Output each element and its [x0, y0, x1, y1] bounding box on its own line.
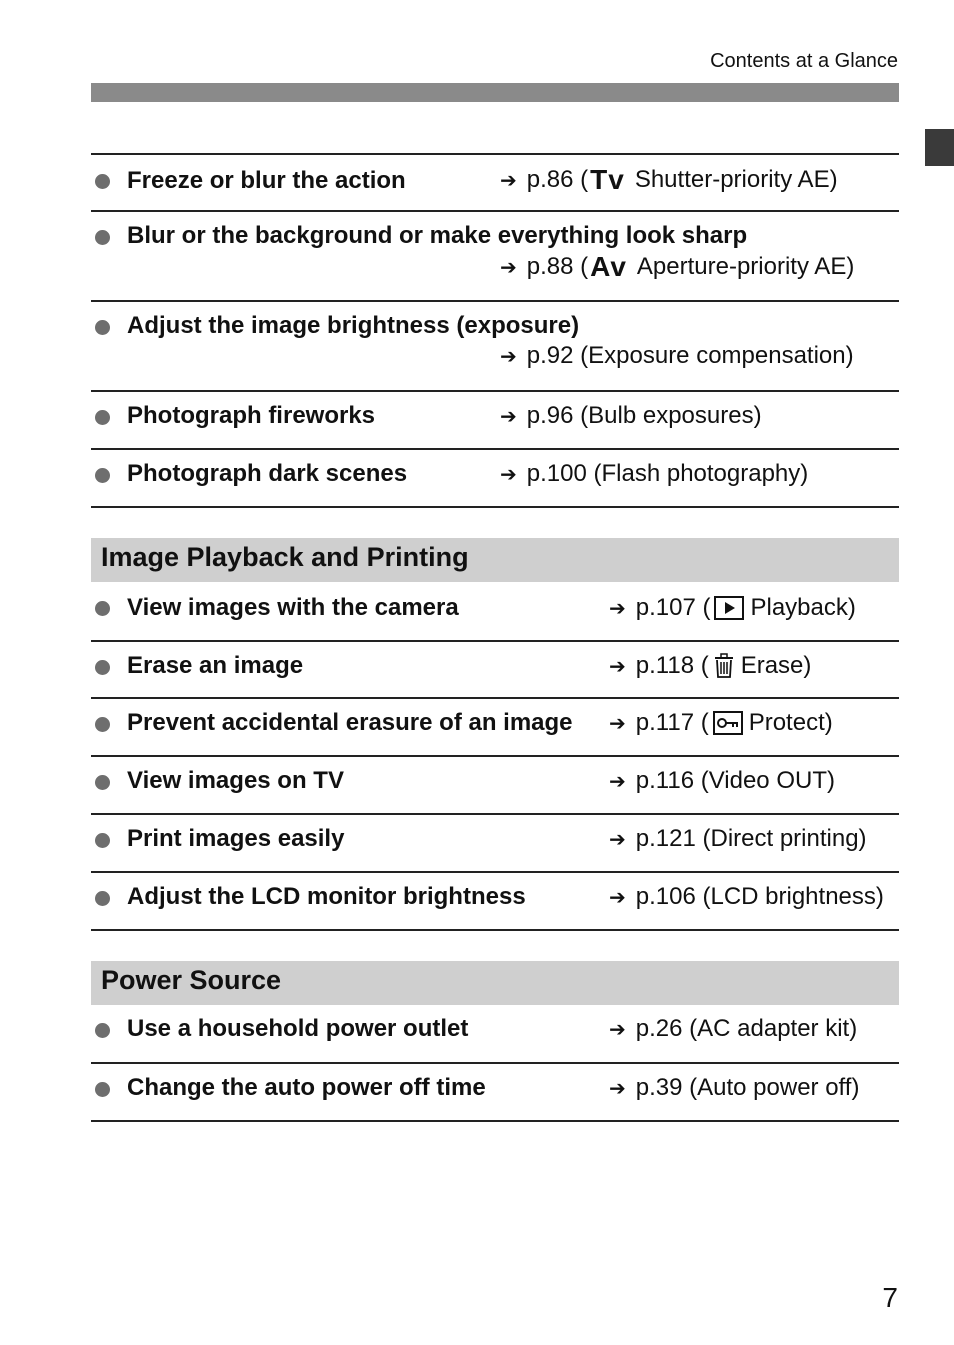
item-label: Adjust the LCD monitor brightness	[127, 883, 526, 910]
list-item[interactable]	[91, 815, 899, 873]
page-reference[interactable]	[500, 460, 808, 488]
bullet	[95, 174, 110, 189]
item-label: Freeze or blur the action	[127, 167, 406, 194]
page-link: p.26 (AC adapter kit)	[635, 1015, 858, 1042]
list-item[interactable]	[91, 582, 899, 642]
page-link: p.86 (	[526, 166, 589, 193]
item-label: View images with the camera	[127, 594, 459, 621]
chapter-tab	[925, 129, 954, 166]
page-link: p.117 (	[635, 709, 709, 736]
page-reference[interactable]	[609, 1074, 859, 1102]
arrow-right-icon: ➔	[609, 1077, 626, 1100]
item-label: Photograph fireworks	[127, 402, 376, 429]
playback-icon	[714, 596, 744, 620]
page-link: p.39 (Auto power off)	[635, 1074, 860, 1101]
item-label: Print images easily	[127, 825, 345, 852]
arrow-right-icon: ➔	[609, 597, 626, 620]
page-desc: Erase)	[740, 652, 812, 679]
arrow-right-icon: ➔	[500, 345, 517, 368]
section-power	[91, 1005, 899, 1122]
page-reference[interactable]	[500, 342, 854, 370]
arrow-right-icon: ➔	[500, 463, 517, 486]
page-link: p.92 (Exposure compensation)	[526, 342, 854, 369]
bullet	[95, 775, 110, 790]
arrow-right-icon: ➔	[609, 712, 626, 735]
bullet	[95, 320, 110, 335]
list-item[interactable]	[91, 873, 899, 931]
page-desc: Aperture-priority AE)	[636, 253, 855, 280]
page-link: p.118 (	[635, 652, 709, 679]
arrow-right-icon: ➔	[500, 169, 517, 192]
page-reference[interactable]	[500, 402, 762, 430]
page-link: p.88 (	[526, 253, 589, 280]
list-item[interactable]	[91, 153, 899, 212]
page-link: p.106 (LCD brightness)	[635, 883, 884, 910]
item-label: Prevent accidental erasure of an image	[127, 709, 573, 736]
list-item[interactable]	[91, 302, 899, 392]
list-item[interactable]	[91, 212, 899, 302]
page-reference[interactable]	[609, 767, 835, 795]
bullet	[95, 1023, 110, 1038]
page-reference[interactable]	[609, 883, 884, 911]
list-item[interactable]	[91, 392, 899, 450]
page-link: p.121 (Direct printing)	[635, 825, 867, 852]
bullet	[95, 410, 110, 425]
item-label: Erase an image	[127, 652, 304, 679]
page-desc: Shutter-priority AE)	[634, 166, 838, 193]
page-number: 7	[882, 1282, 898, 1313]
item-label: Photograph dark scenes	[127, 460, 408, 487]
arrow-right-icon: ➔	[609, 1018, 626, 1041]
page-reference[interactable]	[609, 1015, 857, 1043]
header-title: Contents at a Glance	[710, 50, 898, 72]
arrow-right-icon: ➔	[609, 655, 626, 678]
page-reference[interactable]	[609, 652, 811, 680]
trash-icon	[713, 653, 735, 679]
page-link: p.107 (	[635, 594, 711, 621]
page-reference[interactable]	[609, 594, 856, 622]
list-item[interactable]	[91, 757, 899, 815]
arrow-right-icon: ➔	[500, 256, 517, 279]
page-link: p.96 (Bulb exposures)	[526, 402, 762, 429]
bullet	[95, 601, 110, 616]
key-icon	[713, 711, 743, 735]
bullet	[95, 891, 110, 906]
list-item[interactable]	[91, 450, 899, 508]
bullet	[95, 1082, 110, 1097]
item-label: Change the auto power off time	[127, 1074, 486, 1101]
section-playback	[91, 582, 899, 931]
item-label: Use a household power outlet	[127, 1015, 469, 1042]
section-exposure	[91, 153, 899, 508]
page-reference[interactable]	[609, 709, 833, 737]
page-link: p.116 (Video OUT)	[635, 767, 835, 794]
page-desc: Protect)	[748, 709, 833, 736]
bullet	[95, 468, 110, 483]
page-reference[interactable]	[500, 251, 854, 283]
header-bar	[91, 83, 899, 102]
bullet	[95, 833, 110, 848]
item-label: View images on TV	[127, 767, 344, 794]
page-reference[interactable]	[609, 825, 867, 853]
list-item[interactable]	[91, 699, 899, 757]
list-item[interactable]	[91, 642, 899, 699]
item-label: Adjust the image brightness (exposure)	[127, 312, 580, 339]
bullet	[95, 230, 110, 245]
av-mode-icon: Av	[590, 251, 627, 282]
page-link: p.100 (Flash photography)	[526, 460, 809, 487]
page-desc: Playback)	[750, 594, 856, 621]
bullet	[95, 660, 110, 675]
list-item[interactable]	[91, 1005, 899, 1064]
item-label: Blur or the background or make everything look sharp	[127, 222, 748, 249]
section-title-power: Power Source	[91, 961, 899, 1005]
arrow-right-icon: ➔	[609, 770, 626, 793]
list-item[interactable]	[91, 1064, 899, 1122]
arrow-right-icon: ➔	[500, 405, 517, 428]
section-title-playback: Image Playback and Printing	[91, 538, 899, 582]
tv-mode-icon: Tv	[590, 164, 625, 195]
arrow-right-icon: ➔	[609, 886, 626, 909]
arrow-right-icon: ➔	[609, 828, 626, 851]
page-reference[interactable]	[500, 164, 838, 196]
bullet	[95, 717, 110, 732]
